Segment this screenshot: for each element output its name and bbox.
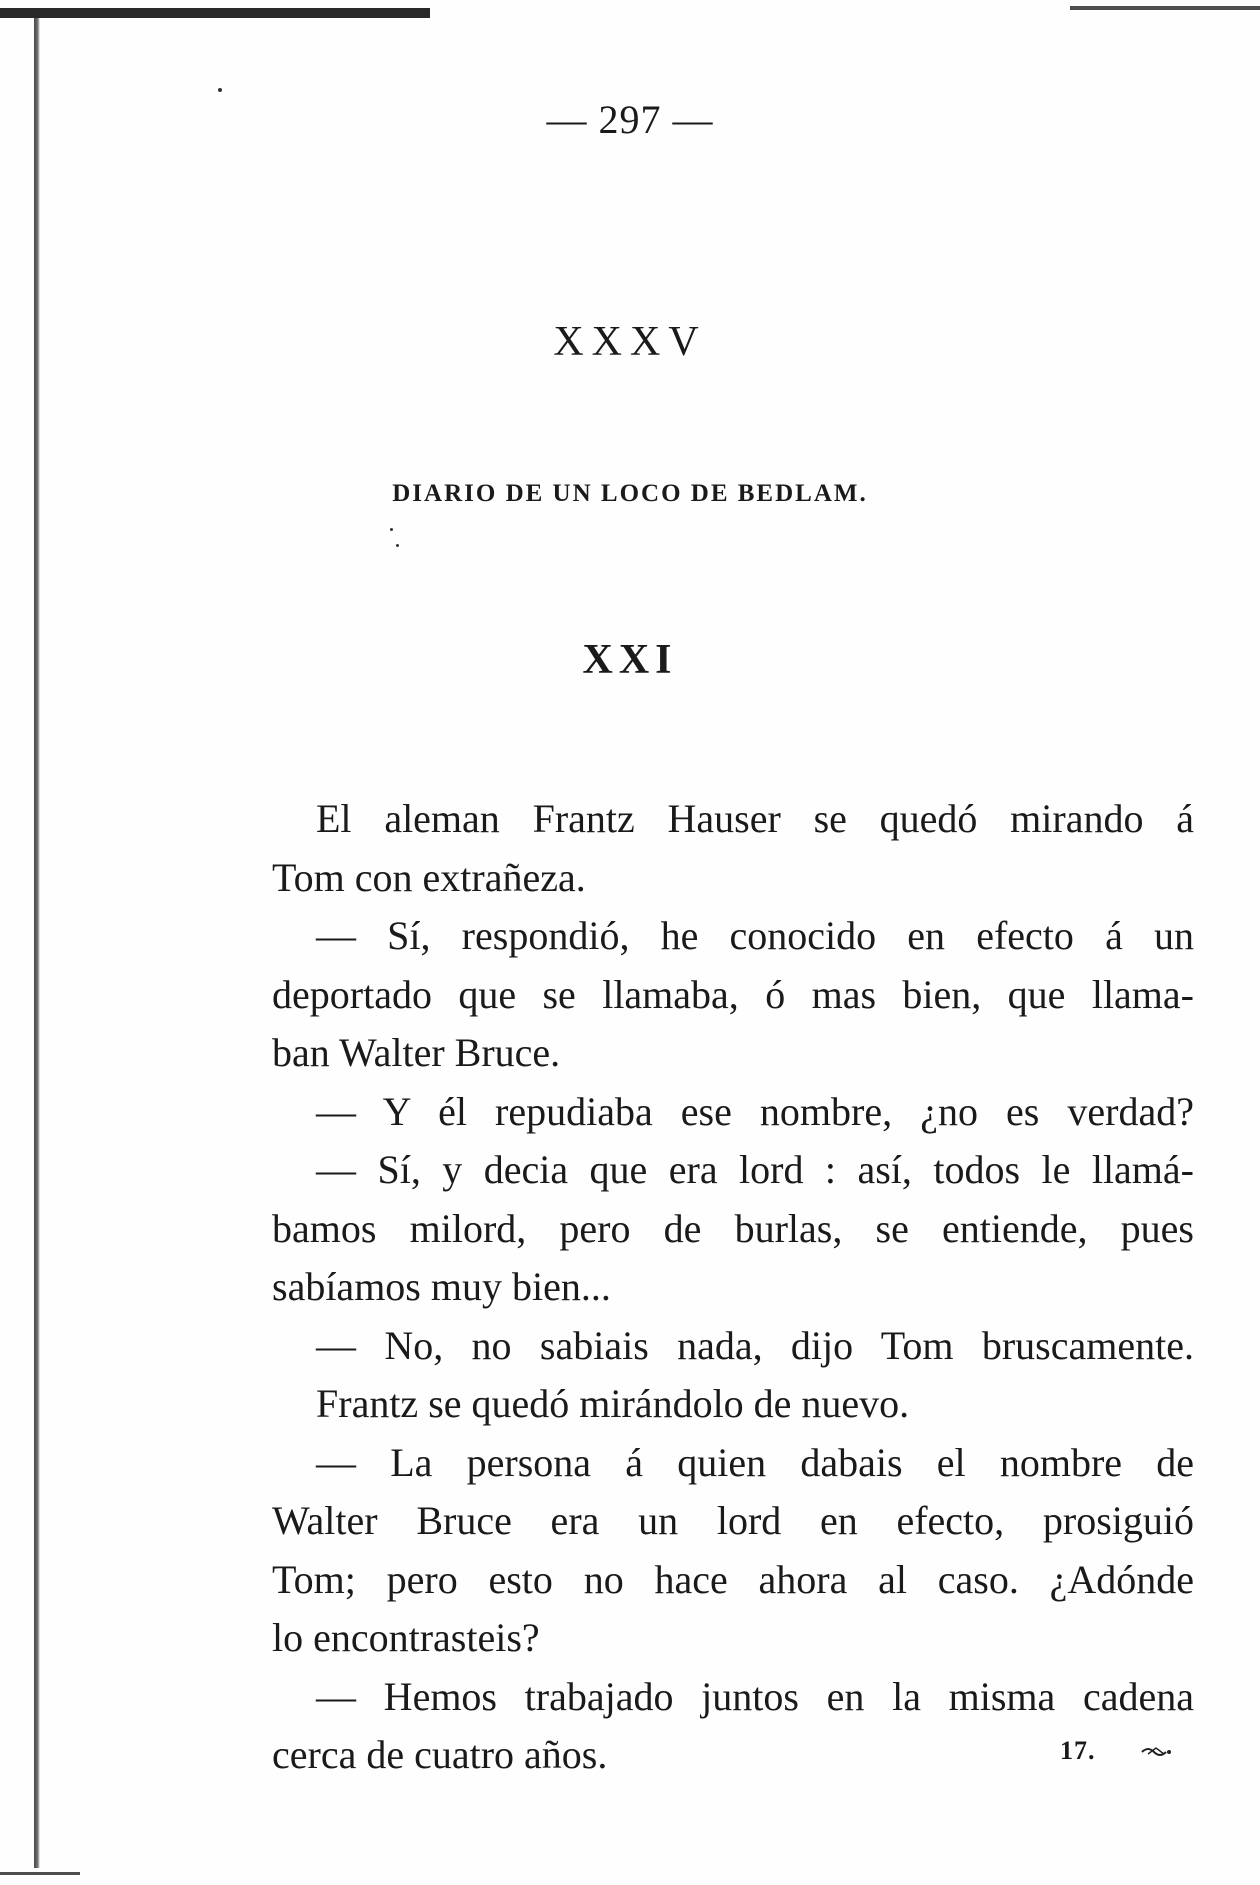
text-line: — Sí, y decia que era lord : así, todos le llamá-	[316, 1147, 1194, 1192]
page-number: — 297 —	[546, 97, 714, 142]
text-line: — Hemos trabajado juntos en la misma cadena	[316, 1673, 1194, 1719]
text-line: — Sí, respondió, he conocido en efecto á un	[316, 913, 1194, 958]
binding-edge	[34, 18, 40, 1868]
text-line: Walter Bruce era un lord en efecto, prosiguió	[272, 1498, 1194, 1543]
text-line: — No, no sabiais nada, dijo Tom bruscamente.	[316, 1322, 1194, 1368]
text-line: El aleman Frantz Hauser se quedó mirando á	[316, 796, 1194, 841]
text-line: — Y él repudiaba ese nombre, ¿no es verdad?	[316, 1088, 1194, 1134]
scan-top-edge-right	[1070, 6, 1260, 10]
body-text	[272, 790, 1194, 1785]
printer-ornament-icon	[1140, 1740, 1174, 1767]
text-line: — La persona á quien dabais el nombre de	[316, 1439, 1194, 1485]
text-line: cerca de cuatro años.	[272, 1732, 608, 1777]
text-line: sabíamos muy bien...	[272, 1264, 611, 1309]
text-line: ban Walter Bruce.	[272, 1030, 561, 1075]
text-line: Frantz se quedó mirándolo de nuevo.	[316, 1381, 910, 1426]
scan-speck	[396, 544, 399, 547]
chapter-number: XXXV	[553, 319, 707, 365]
signature-mark: 17.	[1060, 1736, 1096, 1765]
scan-speck	[390, 528, 393, 531]
text-line: Tom; pero esto no hace ahora al caso. ¿Adónde	[272, 1556, 1194, 1602]
subchapter-number: XXI	[582, 637, 678, 683]
text-line: bamos milord, pero de burlas, se entiende, pues	[272, 1205, 1194, 1251]
scan-bottom-edge	[0, 1872, 80, 1875]
section-title: DIARIO DE UN LOCO DE BEDLAM.	[392, 480, 868, 507]
scan-top-edge-left	[0, 8, 430, 18]
text-line: lo encontrasteis?	[272, 1615, 540, 1660]
text-line: Tom con extrañeza.	[272, 854, 586, 900]
text-line: deportado que se llamaba, ó mas bien, que llama-	[272, 971, 1194, 1017]
scan-speck	[218, 88, 222, 92]
